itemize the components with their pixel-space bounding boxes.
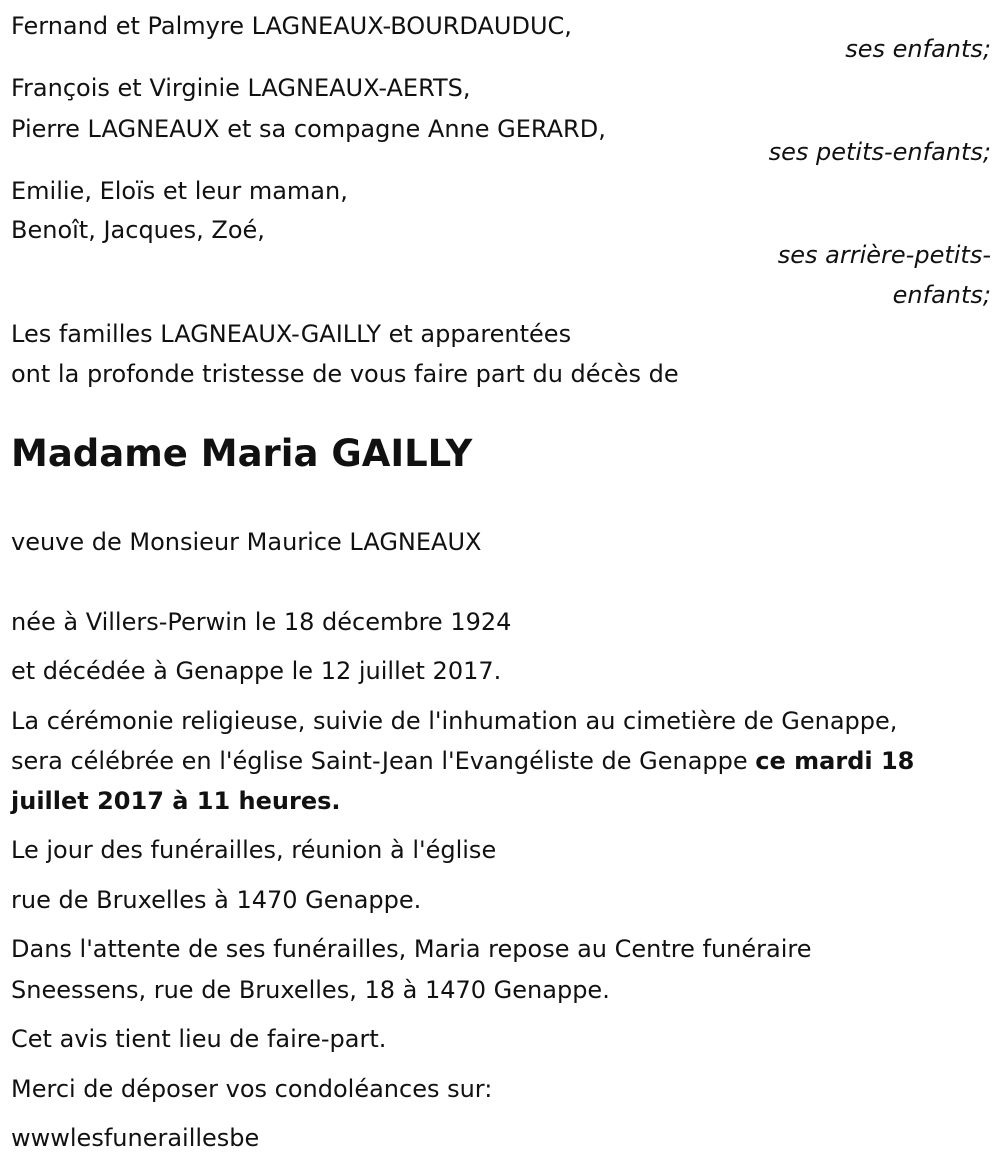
death-info: et décédée à Genappe le 12 juillet 2017. bbox=[11, 657, 502, 685]
website: wwwlesfuneraillesbe bbox=[11, 1124, 260, 1152]
great-grandchildren-role-2: enfants; bbox=[892, 281, 991, 309]
grandchildren-line-2: Pierre LAGNEAUX et sa compagne Anne GERARD, bbox=[11, 115, 606, 143]
grandchildren-role: ses petits-enfants; bbox=[768, 138, 991, 166]
great-grandchildren-line-1: Emilie, Eloïs et leur maman, bbox=[11, 177, 348, 205]
ceremony-date-part-2: juillet 2017 à 11 heures. bbox=[11, 787, 341, 815]
families-line-2: ont la profonde tristesse de vous faire part du décès de bbox=[11, 360, 679, 388]
great-grandchildren-line-2: Benoît, Jacques, Zoé, bbox=[11, 216, 265, 244]
resting-line-1: Dans l'attente de ses funérailles, Maria repose au Centre funéraire bbox=[11, 935, 812, 963]
families-line-1: Les familles LAGNEAUX-GAILLY et apparentées bbox=[11, 320, 572, 348]
great-grandchildren-role-1: ses arrière-petits- bbox=[777, 241, 991, 269]
ceremony-line-2-text: sera célébrée en l'église Saint-Jean l'Evangéliste de Genappe bbox=[11, 747, 756, 775]
meeting-line-2: rue de Bruxelles à 1470 Genappe. bbox=[11, 886, 422, 914]
resting-line-2: Sneessens, rue de Bruxelles, 18 à 1470 Genappe. bbox=[11, 976, 610, 1004]
deceased-name: Madame Maria GAILLY bbox=[11, 432, 473, 475]
ceremony-line-2 bbox=[11, 745, 914, 777]
birth-info: née à Villers-Perwin le 18 décembre 1924 bbox=[11, 608, 512, 636]
ceremony-date-part-1: ce mardi 18 bbox=[755, 747, 915, 775]
children-line: Fernand et Palmyre LAGNEAUX-BOURDAUDUC, bbox=[11, 12, 572, 40]
death-notice bbox=[11, 0, 991, 1169]
ceremony-line-1: La cérémonie religieuse, suivie de l'inhumation au cimetière de Genappe, bbox=[11, 707, 898, 735]
meeting-line-1: Le jour des funérailles, réunion à l'église bbox=[11, 836, 497, 864]
notice: Cet avis tient lieu de faire-part. bbox=[11, 1025, 387, 1053]
widow-of: veuve de Monsieur Maurice LAGNEAUX bbox=[11, 528, 482, 556]
condolences-prompt: Merci de déposer vos condoléances sur: bbox=[11, 1075, 493, 1103]
grandchildren-line-1: François et Virginie LAGNEAUX-AERTS, bbox=[11, 74, 471, 102]
children-role: ses enfants; bbox=[845, 35, 991, 63]
